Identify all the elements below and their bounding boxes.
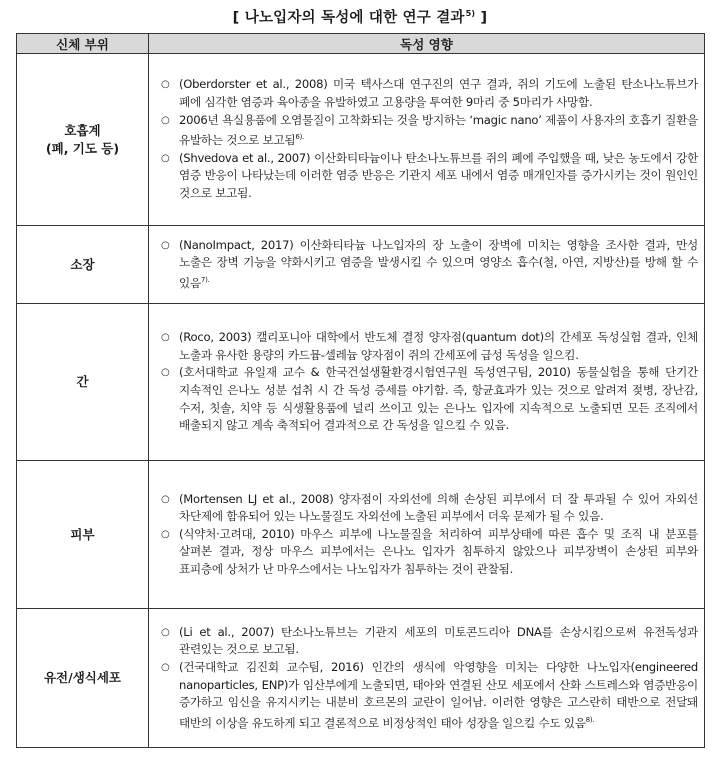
- header-effect: 독성 영향: [149, 34, 705, 54]
- footnote-ref: 6).: [295, 133, 305, 142]
- effect-cell: [149, 609, 705, 748]
- circle-bullet-icon: ○: [161, 239, 170, 251]
- effect-text: [179, 364, 698, 434]
- circle-bullet-icon: ○: [161, 367, 170, 379]
- body-part-label: (폐, 기도 등): [45, 140, 120, 156]
- table-header-row: [17, 34, 705, 54]
- circle-bullet-icon: ○: [161, 152, 170, 164]
- header-category: 신체 부위: [17, 34, 149, 54]
- effect-text: [179, 491, 698, 526]
- body-part-label: 유전/생식세포: [43, 670, 122, 685]
- effect-text: [179, 526, 698, 579]
- effect-text-body: 2006년 욕실용품에 오염물질이 고착화되는 것을 방지하는 ‘magic nano’ 제품이 사용자의 호흡기 질환을 유발하는 것으로 보고됨: [179, 112, 698, 148]
- body-part-cell: [17, 461, 149, 609]
- effect-text: [179, 150, 698, 203]
- list-item: [157, 659, 698, 732]
- title-text: [ 나노입자의 독성에 대한 연구 결과: [232, 10, 465, 26]
- circle-bullet-icon: ○: [161, 661, 170, 673]
- circle-bullet-icon: ○: [161, 493, 170, 505]
- list-item: [157, 237, 698, 293]
- footnote-ref: 8).: [585, 715, 595, 724]
- body-part-cell: [17, 226, 149, 304]
- circle-bullet-icon: ○: [161, 332, 170, 344]
- circle-bullet-icon: ○: [161, 114, 170, 126]
- effect-text-body: (식약처·고려대, 2010) 마우스 피부에 나노물질을 처리하여 피부상태에 따른 흡수 및 조직 내 분포를 살펴본 결과, 정상 마우스 피부에서는 은나노 입자가 침투하지 않았으나 피부장벽이 손상된 피부와 표피층에 상처가 난 마우스에서는 나노입자가 침투하는 것이 관찰됨.: [179, 526, 698, 576]
- body-part-cell: [17, 609, 149, 748]
- page-title: [0, 6, 720, 27]
- effect-text-body: (호서대학교 유일재 교수 & 한국건설생활환경시험연구원 독성연구팀, 2010) 동물실험을 통해 단기간 지속적인 은나노 성분 섭취 시 간 독성 증세를 야기함. 즉, 항균효과가 있는 것으로 알려져 젖병, 장난감, 수저, 칫솔, 치약 등 식생활용품에 널리 쓰이고 있는 은나노 입자에 지속적으로 노출되면 모든 조직에서 배출되지 않고 계속 축적되어 결과적으로 간 독성을 일으킬 수 있음.: [179, 365, 698, 433]
- effect-text-body: (Roco, 2003) 캘리포니아 대학에서 반도체 결정 양자점(quantum dot)의 간세포 독성실험 결과, 인체 노출과 유사한 용량의 카드뮴-셀레늄 양자점이 쥐의 간세포에 급성 독성을 일으킴.: [179, 330, 698, 362]
- effect-text: [179, 659, 698, 732]
- list-item: [157, 329, 698, 364]
- effect-text: [179, 237, 698, 293]
- circle-bullet-icon: ○: [161, 528, 170, 540]
- list-item: [157, 491, 698, 526]
- effect-text-body: (Oberdorster et al., 2008) 미국 텍사스대 연구진의 연구 결과, 쥐의 기도에 노출된 탄소나노튜브가 폐에 심각한 염증과 육아종을 유발하였고 고용량을 투여한 9마리 중 5마리가 사망함.: [179, 77, 698, 110]
- table-body: [17, 54, 705, 748]
- circle-bullet-icon: ○: [161, 626, 170, 638]
- list-item: [157, 624, 698, 659]
- body-part-label: 호흡계: [64, 122, 101, 138]
- circle-bullet-icon: ○: [161, 79, 170, 91]
- effect-text: [179, 112, 698, 150]
- effect-text-body: (Shvedova et al., 2007) 이산화티타늄이나 탄소나노튜브를 쥐의 폐에 주입했을 때, 낮은 농도에서 강한 염증 반응이 나타났는데 이러한 염증 반응은 기관지 세포 내에서 염증 매개인자를 증가시키는 것이 원인인 것으로 보고됨.: [179, 150, 698, 200]
- effect-cell: [149, 226, 705, 304]
- body-part-label: 간: [76, 374, 89, 389]
- effect-cell: [149, 54, 705, 226]
- table-row: [17, 304, 705, 461]
- table-row: [17, 461, 705, 609]
- body-part-label: 소장: [70, 256, 95, 272]
- list-item: [157, 364, 698, 434]
- effect-text: [179, 76, 698, 111]
- effect-text-body: (Li et al., 2007) 탄소나노튜브는 기관지 세포의 미토콘드리아 DNA를 손상시킴으로써 유전독성과 관련있는 것으로 보고됨.: [179, 624, 698, 657]
- effect-text-body: (Mortensen LJ et al., 2008) 양자점이 자외선에 의해 손상된 피부에서 더 잘 투과될 수 있어 자외선 차단제에 함유되어 있는 나노물질도 자외선에 노출된 피부에서 더욱 문제가 될 수 있음.: [179, 491, 698, 524]
- list-item: [157, 150, 698, 203]
- title-close-bracket: ]: [480, 10, 488, 26]
- title-footnote: 5): [465, 9, 476, 19]
- list-item: [157, 76, 698, 111]
- body-part-label: 피부: [70, 526, 95, 542]
- effect-text-body: (건국대학교 김진회 교수팀, 2016) 인간의 생식에 악영향을 미치는 다양한 나노입자(engineered nanoparticles, ENP)가 임산부에게 노출되면, 태아와 연결된 산모 세포에서 산화 스트레스와 염증반응이 증가하고 임신을 유지시키는 내분비 호르몬의 교란이 일어남. 이러한 영향은 고스란히 태반으로 전달돼 태반의 이상을 유도하게 되고 결론적으로 비정상적인 태아 성장을 일으킬 수도 있음: [179, 659, 698, 730]
- toxicity-table: [16, 33, 705, 748]
- table-row: [17, 54, 705, 226]
- effect-cell: [149, 304, 705, 461]
- effect-cell: [149, 461, 705, 609]
- effect-text: [179, 624, 698, 659]
- list-item: [157, 112, 698, 150]
- table-row: [17, 609, 705, 748]
- body-part-cell: [17, 54, 149, 226]
- body-part-cell: [17, 304, 149, 461]
- effect-text-body: (NanoImpact, 2017) 이산화티타늄 나노입자의 장 노출이 장벽에 미치는 영향을 조사한 결과, 만성 노출은 장벽 기능을 약화시키고 염증을 발생시킬 수 있으며 영양소 흡수(철, 아연, 지방산)를 방해 할 수 있음: [179, 237, 698, 290]
- effect-text: [179, 329, 698, 364]
- list-item: [157, 526, 698, 579]
- footnote-ref: 7).: [200, 275, 210, 284]
- table-row: [17, 226, 705, 304]
